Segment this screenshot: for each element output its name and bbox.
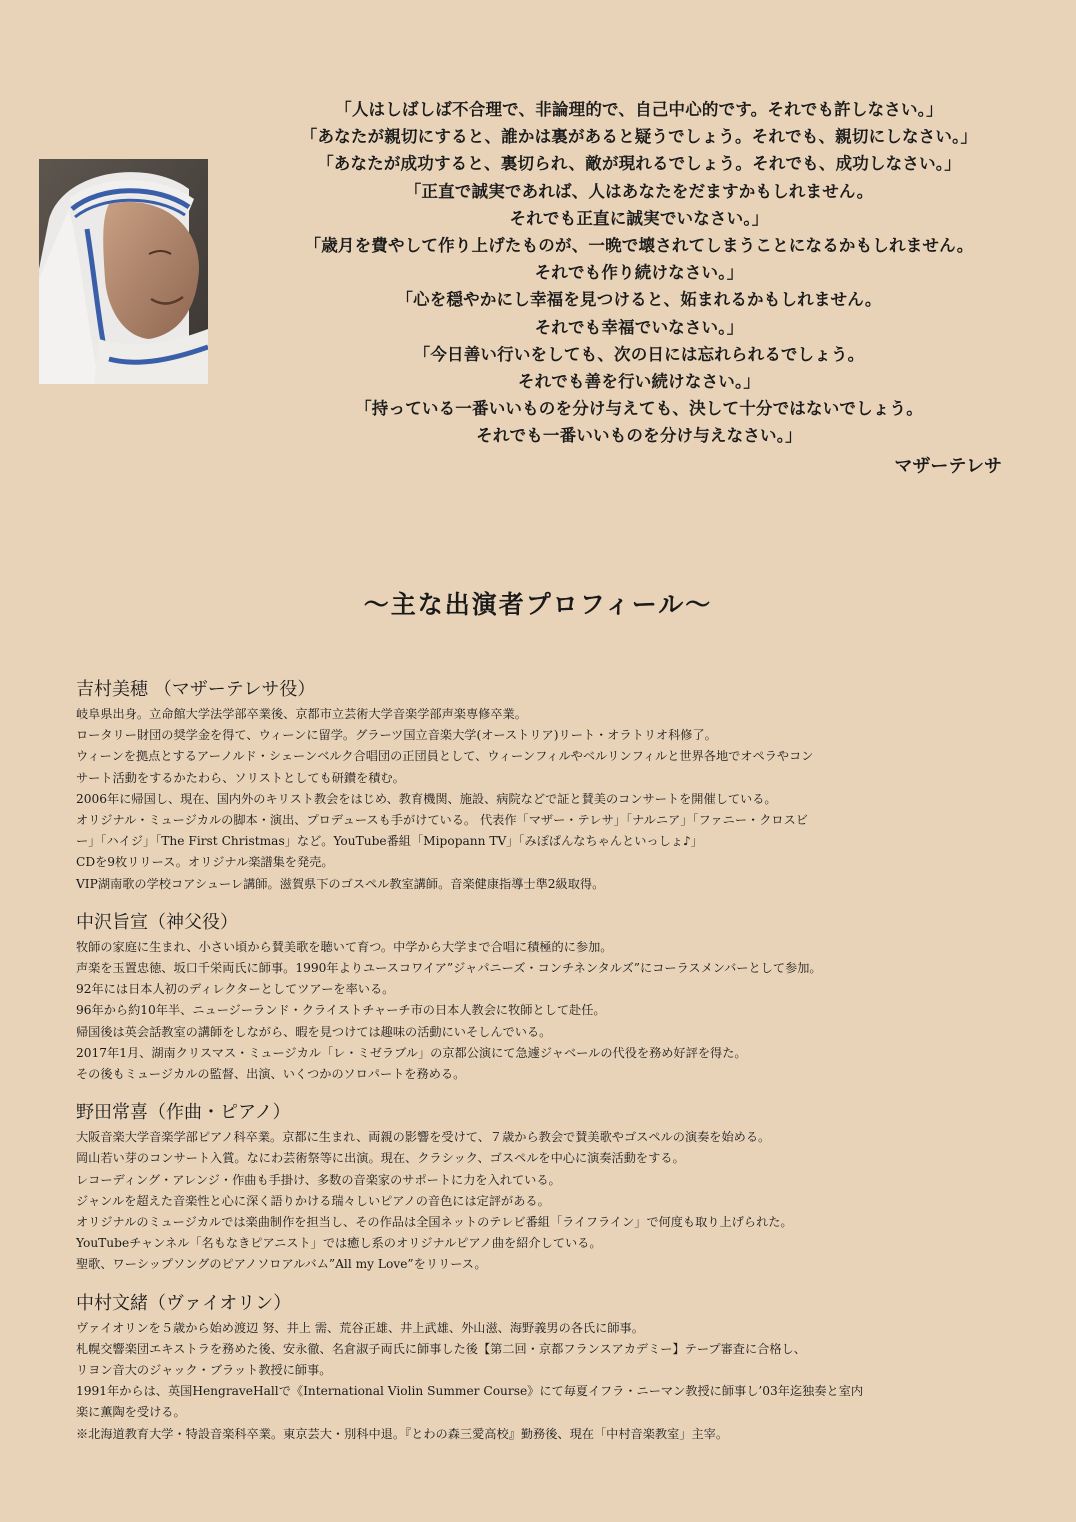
profile-text-line: 1991年からは、英国HengraveHallで《International Violin Summer Course》にて毎夏イフラ・ニーマン教授に師事し’03年迄独奏と室内 xyxy=(76,1384,864,1399)
quote-line: 「あなたが成功すると、裏切られ、敵が現れるでしょう。それでも、成功しなさい。」 xyxy=(317,154,961,174)
quote-block xyxy=(225,96,1053,450)
mother-teresa-portrait xyxy=(39,159,208,384)
profile-text-line: 楽に薫陶を受ける。 xyxy=(76,1405,186,1420)
profile-text-line: ウィーンを拠点とするアーノルド・シェーンベルク合唱団の正団員として、ウィーンフィルやベルリンフィルと世界各地でオペラやコン xyxy=(76,749,814,764)
quote-line: 「正直で誠実であれば、人はあなたをだますかもしれません。 xyxy=(404,181,874,201)
profile-text-line: 声楽を玉置忠徳、坂口千栄両氏に師事。1990年よりユースコワイア”ジャパニーズ・コンチネンタルズ”にコーラスメンバーとして参加。 xyxy=(76,961,822,976)
profile-text-line: オリジナル・ミュージカルの脚本・演出、プロデュースも手がけている。 代表作「マザー・テレサ」「ナルニア」「ファニー・クロスビ xyxy=(76,813,808,828)
profile-text-line: YouTubeチャンネル「名もなきピアニスト」では癒し系のオリジナルピアノ曲を紹介している。 xyxy=(76,1236,602,1251)
quote-line: それでも一番いいものを分け与えなさい。」 xyxy=(476,426,802,446)
quote-line: それでも善を行い続けなさい。」 xyxy=(517,372,761,392)
profile-text-line: ※北海道教育大学・特設音楽科卒業。東京芸大・別科中退。『とわの森三愛高校』勤務後、現在「中村音楽教室」主宰。 xyxy=(76,1426,729,1441)
profile-text-line: 2017年1月、湖南クリスマス・ミュージカル「レ・ミゼラブル」の京都公演にて急遽ジャベールの代役を務め好評を得た。 xyxy=(76,1045,747,1060)
profile-name: 中沢旨宣（神父役） xyxy=(76,911,238,933)
profile-text-line: その後もミュージカルの監督、出演、いくつかのソロパートを務める。 xyxy=(76,1067,466,1082)
profile-block xyxy=(76,676,1036,895)
profile-text-line: 岐阜県出身。立命館大学法学部卒業後、京都市立芸術大学音楽学部声楽専修卒業。 xyxy=(76,707,527,721)
profile-text-line: ヴァイオリンを５歳から始め渡辺 努、井上 需、荒谷正雄、井上武雄、外山滋、海野義男の各氏に師事。 xyxy=(76,1320,644,1335)
section-title: 〜主な出演者プロフィール〜 xyxy=(363,590,713,619)
profile-block xyxy=(76,1099,1036,1275)
profile-text-line: 帰国後は英会話教室の講師をしながら、暇を見つけては趣味の活動にいそしんでいる。 xyxy=(76,1024,552,1039)
quote-line: それでも正直に誠実でいなさい。」 xyxy=(509,208,769,228)
quote-line: それでも作り続けなさい。」 xyxy=(534,263,744,283)
profile-text-line: 大阪音楽大学音楽学部ピアノ科卒業。京都に生まれ、両親の影響を受けて、７歳から教会で賛美歌やゴスペルの演奏を始める。 xyxy=(76,1130,771,1145)
profiles-list xyxy=(76,676,1036,1459)
profile-name: 野田常喜（作曲・ピアノ） xyxy=(76,1102,291,1124)
profile-block xyxy=(76,909,1036,1085)
profile-text-line: リヨン音大のジャック・ブラット教授に師事。 xyxy=(76,1363,332,1378)
quote-line: 「あなたが親切にすると、誰かは裏があると疑うでしょう。それでも、親切にしなさい。」 xyxy=(300,127,978,147)
profile-text-line: 牧師の家庭に生まれ、小さい頃から賛美歌を聴いて育つ。中学から大学まで合唱に積極的に参加。 xyxy=(76,939,613,954)
profile-name: 吉村美穂 （マザーテレサ役） xyxy=(76,679,316,700)
profile-text-line: サート活動をするかたわら、ソリストとしても研鑚を積む。 xyxy=(76,770,405,785)
profile-text-line: オリジナルのミュージカルでは楽曲制作を担当し、その作品は全国ネットのテレビ番組「ライフライン」で何度も取り上げられた。 xyxy=(76,1215,793,1230)
quote-line: 「持っている一番いいものを分け与えても、決して十分ではないでしょう。 xyxy=(355,399,923,419)
profile-text-line: レコーディング・アレンジ・作曲も手掛け、多数の音楽家のサポートに力を入れている。 xyxy=(76,1172,561,1187)
profile-text-line: CDを9枚リリース。オリジナル楽譜集を発売。 xyxy=(76,855,334,870)
profile-name: 中村文緒（ヴァイオリン） xyxy=(76,1292,292,1314)
quote-attribution: マザーテレサ xyxy=(894,456,1002,477)
quote-line: 「人はしばしば不合理で、非論理的で、自己中心的です。それでも許しなさい。」 xyxy=(335,100,943,119)
profile-text-line: 2006年に帰国し、現在、国内外のキリスト教会をはじめ、教育機関、施設、病院などで証と賛美のコンサートを開催している。 xyxy=(76,791,777,806)
profile-text-line: ー」「ハイジ」「The First Christmas」など。YouTube番組「Mipopann TV」「みぽぱんなちゃんといっしょ♪」 xyxy=(76,834,703,849)
quote-line: 「今日善い行いをしても、次の日には忘れられるでしょう。 xyxy=(413,344,865,364)
profile-text-line: 岡山若い芽のコンサート入賞。なにわ芸術祭等に出演。現在、クラシック、ゴスペルを中心に演奏活動をする。 xyxy=(76,1151,685,1166)
quote-line: それでも幸福でいなさい。」 xyxy=(534,317,744,337)
profile-block xyxy=(76,1290,1036,1445)
quote-line: 「歳月を費やして作り上げたものが、一晩で壊されてしまうことになるかもしれません。 xyxy=(304,236,974,256)
profile-text-line: ジャンルを超えた音楽性と心に深く語りかける瑞々しいピアノの音色には定評がある。 xyxy=(76,1193,550,1208)
quote-line: 「心を穏やかにし幸福を見つけると、妬まれるかもしれません。 xyxy=(396,290,882,310)
profile-text-line: VIP湖南歌の学校コアシューレ講師。滋賀県下のゴスペル教室講師。音楽健康指導士準2級取得。 xyxy=(76,876,605,891)
profile-text-line: 96年から約10年半、ニュージーランド・クライストチャーチ市の日本人教会に牧師として赴任。 xyxy=(76,1003,606,1018)
profile-text-line: ロータリー財団の奨学金を得て、ウィーンに留学。グラーツ国立音楽大学(オーストリア)リート・オラトリオ科修了。 xyxy=(76,728,717,743)
profile-text-line: 92年には日本人初のディレクターとしてツアーを率いる。 xyxy=(76,982,395,997)
profile-text-line: 聖歌、ワーシップソングのピアノソロアルバム”All my Love”をリリース。 xyxy=(76,1257,487,1272)
profile-text-line: 札幌交響楽団エキストラを務めた後、安永徹、名倉淑子両氏に師事した後【第二回・京都フランスアカデミー】テープ審査に合格し、 xyxy=(76,1341,806,1356)
